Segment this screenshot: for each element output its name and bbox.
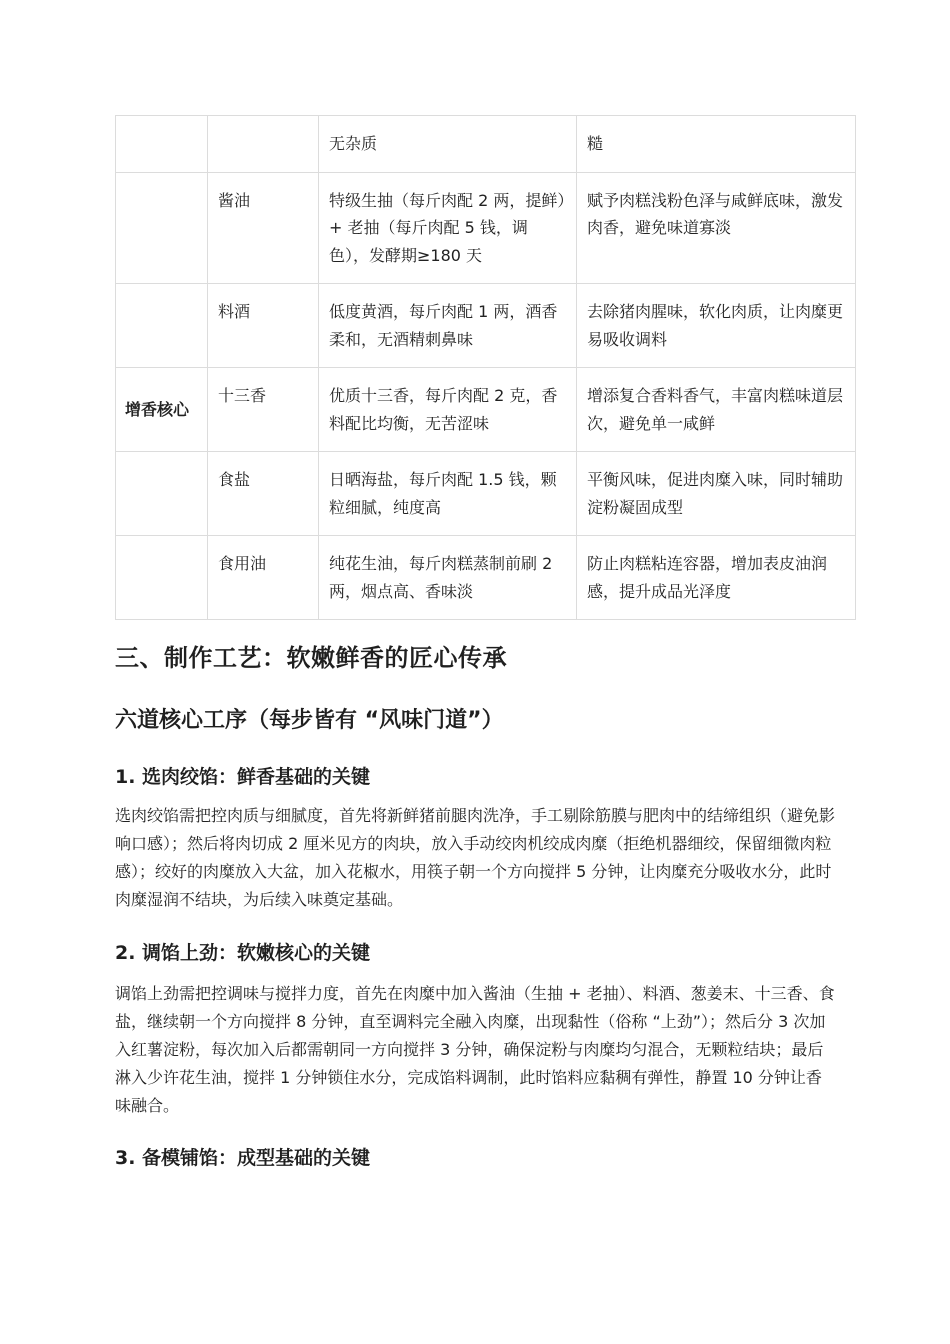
category-cell (116, 536, 208, 620)
spec-cell: 纯花生油，每斤肉糕蒸制前刷 2 两，烟点高、香味淡 (319, 536, 577, 620)
spec-cell: 低度黄酒，每斤肉配 1 两，酒香柔和，无酒精刺鼻味 (319, 284, 577, 368)
effect-cell: 增添复合香料香气，丰富肉糕味道层次，避免单一咸鲜 (577, 368, 856, 452)
ingredients-table (115, 115, 856, 620)
item-cell: 食盐 (208, 452, 319, 536)
effect-cell: 平衡风味，促进肉糜入味，同时辅助淀粉凝固成型 (577, 452, 856, 536)
step-paragraph: 选肉绞馅需把控肉质与细腻度，首先将新鲜猪前腿肉洗净，手工剔除筋膜与肥肉中的结缔组织（避免影响口感）；然后将肉切成 2 厘米见方的肉块，放入手动绞肉机绞成肉糜（拒绝机器细绞，保留细微肉粒感）；绞好的肉糜放入大盆，加入花椒水，用筷子朝一个方向搅拌 5 分钟，让肉糜充分吸收水分，此时肉糜湿润不结块，为后续入味奠定基础。 (115, 806, 836, 909)
spec-cell: 特级生抽（每斤肉配 2 两，提鲜）+ 老抽（每斤肉配 5 钱，调色），发酵期≥180 天 (319, 172, 577, 284)
spec-cell: 日晒海盐，每斤肉配 1.5 钱，颗粒细腻，纯度高 (319, 452, 577, 536)
table-row (116, 536, 856, 620)
item-cell (208, 116, 319, 173)
table-row (116, 284, 856, 368)
step-heading: 2. 调馅上劲：软嫩核心的关键 (115, 942, 371, 964)
item-cell: 食用油 (208, 536, 319, 620)
table-row (116, 368, 856, 452)
category-cell: 增香核心 (116, 368, 208, 452)
item-cell: 酱油 (208, 172, 319, 284)
category-cell (116, 116, 208, 173)
item-cell: 料酒 (208, 284, 319, 368)
section-heading: 三、制作工艺：软嫩鲜香的匠心传承 (115, 644, 507, 672)
effect-cell: 防止肉糕粘连容器，增加表皮油润感，提升成品光泽度 (577, 536, 856, 620)
step-heading: 1. 选肉绞馅：鲜香基础的关键 (115, 766, 371, 788)
step-paragraph: 调馅上劲需把控调味与搅拌力度，首先在肉糜中加入酱油（生抽 + 老抽）、料酒、葱姜末、十三香、食盐，继续朝一个方向搅拌 8 分钟，直至调料完全融入肉糜，出现黏性（俗称 “上劲”）；然后分 3 次加入红薯淀粉，每次加入后都需朝同一方向搅拌 3 分钟，确保淀粉与肉糜均匀混合，无颗粒结块；最后淋入少许花生油，搅拌 1 分钟锁住水分，完成馅料调制，此时馅料应黏稠有弹性，静置 10 分钟让香味融合。 (115, 984, 835, 1115)
spec-cell: 优质十三香，每斤肉配 2 克，香料配比均衡，无苦涩味 (319, 368, 577, 452)
step-heading: 3. 备模铺馅：成型基础的关键 (115, 1147, 371, 1169)
category-cell (116, 172, 208, 284)
category-cell (116, 284, 208, 368)
category-cell (116, 452, 208, 536)
table-row (116, 116, 856, 173)
effect-cell: 糙 (577, 116, 856, 173)
table-row (116, 172, 856, 284)
item-cell: 十三香 (208, 368, 319, 452)
table-row (116, 452, 856, 536)
effect-cell: 去除猪肉腥味，软化肉质，让肉糜更易吸收调料 (577, 284, 856, 368)
section-subheading: 六道核心工序（每步皆有 “风味门道”） (115, 708, 504, 733)
effect-cell: 赋予肉糕浅粉色泽与咸鲜底味，激发肉香，避免味道寡淡 (577, 172, 856, 284)
spec-cell: 无杂质 (319, 116, 577, 173)
